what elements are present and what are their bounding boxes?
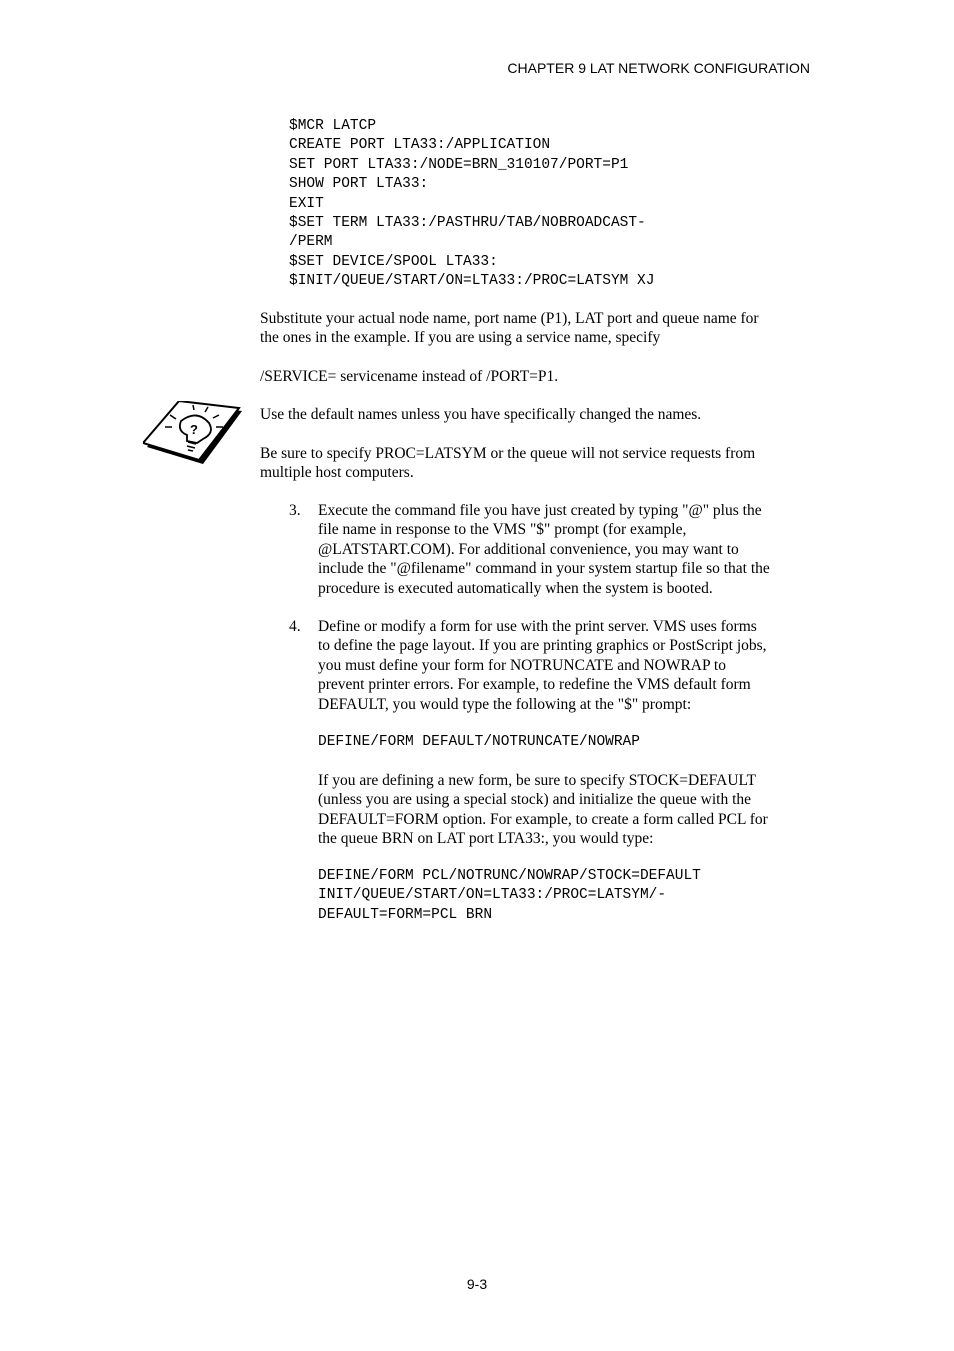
lightbulb-hint-icon (143, 401, 245, 465)
step-4-text: Define or modify a form for use with the print server. VMS uses forms to define the page layout. If you are printing graphics or PostScript jobs, you must define your form for NOTRUNCATE and NOWRAP to prevent printer errors. For example, to redefine the VMS default form DEFAULT, you would type the following at the "$" prompt: (318, 618, 767, 713)
step-3-text: Execute the command file you have just created by typing "@" plus the file name in response to the VMS "$" prompt (for example, @LATSTART.COM). For additional convenience, you may want to include the "@filename" command in your system startup file so that the procedure is executed automatically when the system is booted. (318, 502, 770, 597)
page-number: 9-3 (466, 1276, 488, 1292)
substitute-paragraph: Substitute your actual node name, port name (P1), LAT port and queue name for the ones in the example. If you are using a service name, specify (260, 310, 759, 347)
latcp-code-block: $MCR LATCP CREATE PORT LTA33:/APPLICATION SET PORT LTA33:/NODE=BRN_310107/PORT=P1 SHOW PORT LTA33: EXIT $SET TERM LTA33:/PASTHRU/TAB/NOBROADCAST- /PERM $SET DEVICE/SPOOL LTA33: $INIT/QUEUE/START/ON=LTA33:/PROC=LATSYM XJ (289, 118, 655, 290)
step-4-new-form-text: If you are defining a new form, be sure to specify STOCK=DEFAULT (unless you are using a special stock) and initialize the queue with the DEFAULT=FORM option. For example, to create a form called PCL for the queue BRN on LAT port LTA33:, you would type: (318, 772, 768, 848)
svg-text:?: ? (190, 422, 198, 437)
chapter-header: CHAPTER 9 LAT NETWORK CONFIGURATION (507, 60, 810, 76)
define-form-default-code: DEFINE/FORM DEFAULT/NOTRUNCATE/NOWRAP (318, 734, 640, 750)
tip-line-default-names: Use the default names unless you have specifically changed the names. (260, 406, 702, 423)
tip-line-proc-latsym: Be sure to specify PROC=LATSYM or the queue will not service requests from multiple host computers. (260, 445, 756, 482)
define-form-pcl-code: DEFINE/FORM PCL/NOTRUNC/NOWRAP/STOCK=DEFAULT INIT/QUEUE/START/ON=LTA33:/PROC=LATSYM/- DEFAULT=FORM=PCL BRN (318, 868, 701, 923)
step-number-4: 4. (289, 618, 301, 635)
service-paragraph: /SERVICE= servicename instead of /PORT=P1. (260, 368, 559, 385)
step-number-3: 3. (289, 502, 301, 519)
